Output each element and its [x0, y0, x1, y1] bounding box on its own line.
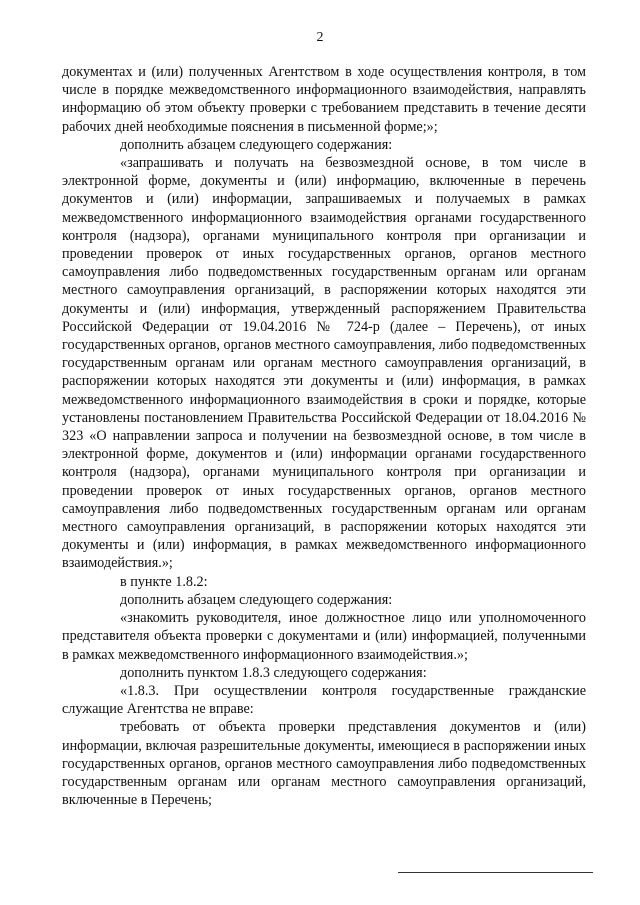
paragraph: дополнить абзацем следующего содержания: — [120, 136, 393, 153]
paragraph: требовать от объекта проверки представления документов и (или) информации, включая разрешительные документы, имеющиеся в распоряжении иных государственных органов, органов местного самоуправления либо подведомственных государственным органам или органам местного самоуправления организаций, включенные в Перечень; — [62, 719, 586, 809]
paragraph: «знакомить руководителя, иное должностное лицо или уполномоченного представителя объекта проверки с документами и (или) информацией, полученными в рамках межведомственного информационного взаимодействия.»; — [62, 610, 586, 663]
paragraph: документах и (или) полученных Агентством в ходе осуществления контроля, в том числе в порядке межведомственного информационного взаимодействия, направлять информацию об этом объекту проверки с требованием представить в течение десяти рабочих дней необходимые пояснения в письменной форме;»; — [62, 64, 586, 135]
paragraph: «запрашивать и получать на безвозмездной основе, в том числе в электронной форме, документы и (или) информацию, включенные в перечень документов и (или) информации, запрашиваемых и получаемых в рамках межведомственного информационного взаимодействия органами государственного контроля (надзора), органами муниципального контроля при организации и проведении проверок от иных государственных органов, органов местного самоуправления либо подведомственных государственным органам или органам местного самоуправления организаций, в распоряжении которых находятся эти документы и (или) информация, утвержденный распоряжением Правительства Российской Федерации от 19.04.2016 № 724-р (далее – Перечень), от иных государственных органов, органов местного самоуправления, либо подведомственных государственным органам или органам местного самоуправления организаций, в распоряжении которых находятся эти документы и (или) информация, в рамках межведомственного информационного взаимодействия в сроки и порядке, которые установлены постановлением Правительства Российской Федерации от 18.04.2016 № 323 «О направлении запроса и получении на безвозмездной основе, в том числе в электронной форме, документов и (или) информации органами государственного контроля (надзора), органами муниципального контроля при организации и проведении проверок от иных государственных органов, органов местного самоуправления либо подведомственных государственным органам или органам местного самоуправления организаций, в распоряжении которых находятся эти документы и (или) информация, в рамках межведомственного информационного взаимодействия.»; — [62, 155, 586, 572]
paragraph: «1.8.3. При осуществлении контроля государственные гражданские служащие Агентства не вправе: — [62, 682, 586, 718]
document-body — [62, 63, 586, 809]
paragraph: в пункте 1.8.2: — [120, 573, 208, 590]
page-number: 2 — [316, 30, 324, 45]
footer-divider-line — [398, 872, 593, 873]
paragraph: дополнить абзацем следующего содержания: — [120, 591, 393, 608]
paragraph: дополнить пунктом 1.8.3 следующего содержания: — [120, 664, 427, 681]
